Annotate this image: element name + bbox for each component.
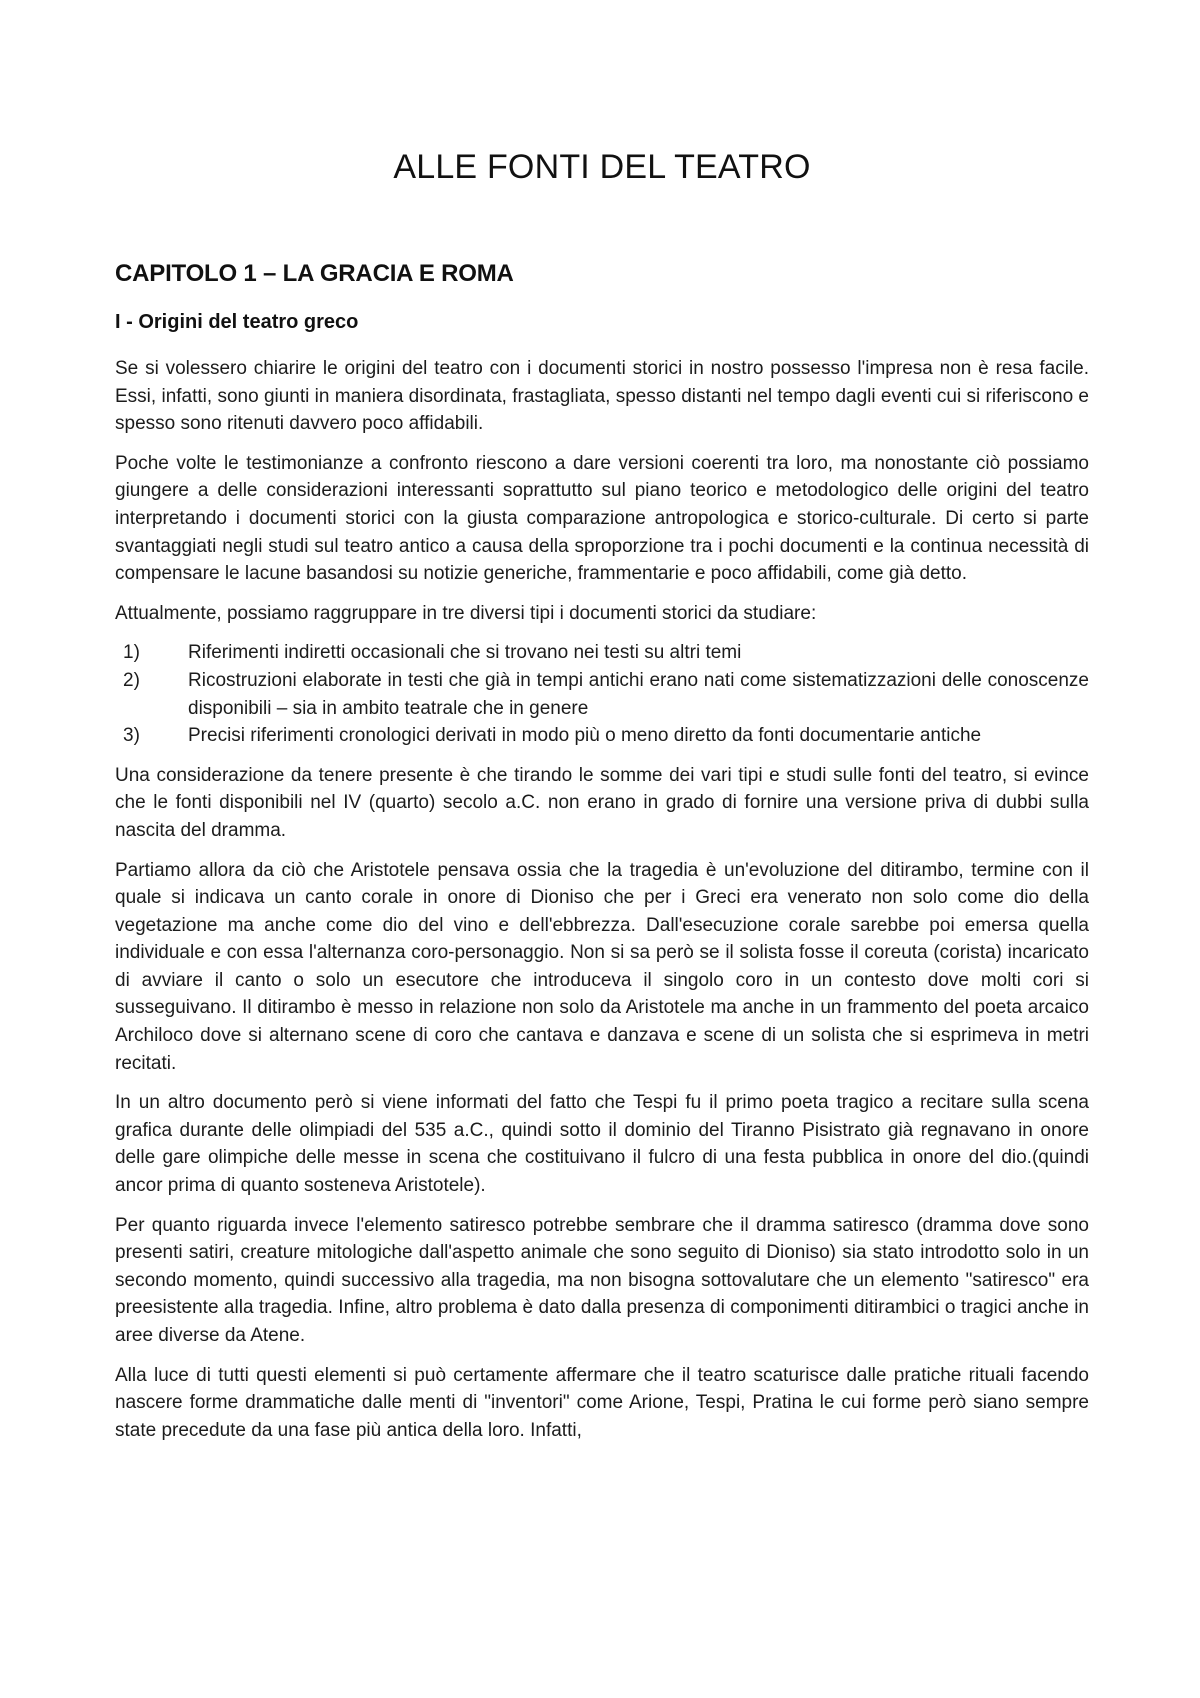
paragraph: Una considerazione da tenere presente è che tirando le somme dei vari tipi e studi sulle fonti del teatro, si evince che le fonti disponibili nel IV (quarto) secolo a.C. non erano in grado di fornire una versione priva di dubbi sulla nascita del dramma. xyxy=(115,764,1089,841)
body-text xyxy=(115,355,1089,1456)
list-item-number: 1) xyxy=(123,642,140,664)
section-heading: I - Origini del teatro greco xyxy=(115,311,359,333)
chapter-heading: CAPITOLO 1 – LA GRACIA E ROMA xyxy=(115,260,514,287)
list-item-text: Riferimenti indiretti occasionali che si trovano nei testi su altri temi xyxy=(188,642,742,664)
paragraph: Partiamo allora da ciò che Aristotele pensava ossia che la tragedia è un'evoluzione del ditirambo, termine con il quale si indicava un canto corale in onore di Dioniso che per i Greci era venerato non solo come dio della vegetazione ma anche come dio del vino e dell'ebbrezza. Dall'esecuzione corale sarebbe poi emersa quella individuale e con essa l'alternanza coro-personaggio. Non si sa però se il solista fosse il coreuta (corista) incaricato di avviare il canto o solo un esecutore che introduceva il singolo coro in un contesto dove molti cori si susseguivano. Il ditirambo è messo in relazione non solo da Aristotele ma anche in un frammento del poeta arcaico Archiloco dove si alternano scene di coro che cantava e danzava e scene di un solista che si esprimeva in metri recitati. xyxy=(115,859,1089,1074)
list-item-number: 2) xyxy=(123,669,140,691)
paragraph: In un altro documento però si viene informati del fatto che Tespi fu il primo poeta tragico a recitare sulla scena grafica durante delle olimpiadi del 535 a.C., quindi sotto il dominio del Tiranno Pisistrato già regnavano in onore delle gare olimpiche delle messe in scena che costituivano il fulcro di una festa pubblica in onore del dio.(quindi ancor prima di quanto sosteneva Aristotele). xyxy=(115,1092,1089,1197)
paragraph: Alla luce di tutti questi elementi si può certamente affermare che il teatro scaturisce dalle pratiche rituali facendo nascere forme drammatiche dalle menti di "inventori" come Arione, Tespi, Pratina le cui forme però siano sempre state precedute da una fase più antica della loro. Infatti, xyxy=(115,1364,1089,1441)
paragraph: Poche volte le testimonianze a confronto riescono a dare versioni coerenti tra loro, ma nonostante ciò possiamo giungere a delle considerazioni interessanti soprattutto sul piano teorico e metodologico delle origini del teatro interpretando i documenti storici con la giusta comparazione antropologica e storico-culturale. Di certo si parte svantaggiati negli studi sul teatro antico a causa della sproporzione tra i pochi documenti e la continua necessità di compensare le lacune basandosi su notizie generiche, frammentarie e poco affidabili, come già detto. xyxy=(115,452,1089,585)
list-item xyxy=(115,639,1089,667)
paragraph: Attualmente, possiamo raggruppare in tre diversi tipi i documenti storici da studiare: xyxy=(115,602,817,624)
paragraph: Se si volessero chiarire le origini del teatro con i documenti storici in nostro possesso l'impresa non è resa facile. Essi, infatti, sono giunti in maniera disordinata, frastagliata, spesso distanti nel tempo dagli eventi cui si riferiscono e spesso sono ritenuti davvero poco affidabili. xyxy=(115,358,1089,435)
document-title: ALLE FONTI DEL TEATRO xyxy=(393,148,811,186)
list-item xyxy=(115,667,1089,722)
numbered-list xyxy=(115,639,1089,749)
paragraph: Per quanto riguarda invece l'elemento satiresco potrebbe sembrare che il dramma satiresco (dramma dove sono presenti satiri, creature mitologiche dall'aspetto animale che sono seguito di Dioniso) sia stato introdotto solo in un secondo momento, quindi successivo alla tragedia, ma non bisogna sottovalutare che un elemento "satiresco" era preesistente alla tragedia. Infine, altro problema è dato dalla presenza di componimenti ditirambici o tragici anche in aree diverse da Atene. xyxy=(115,1214,1089,1346)
list-item-text: Precisi riferimenti cronologici derivati in modo più o meno diretto da fonti documentarie antiche xyxy=(188,725,982,747)
list-item-number: 3) xyxy=(123,725,140,747)
list-item-text: Ricostruzioni elaborate in testi che già in tempi antichi erano nati come sistematizzazioni delle conoscenze disponibili – sia in ambito teatrale che in genere xyxy=(188,669,1089,719)
list-item xyxy=(115,722,1089,750)
